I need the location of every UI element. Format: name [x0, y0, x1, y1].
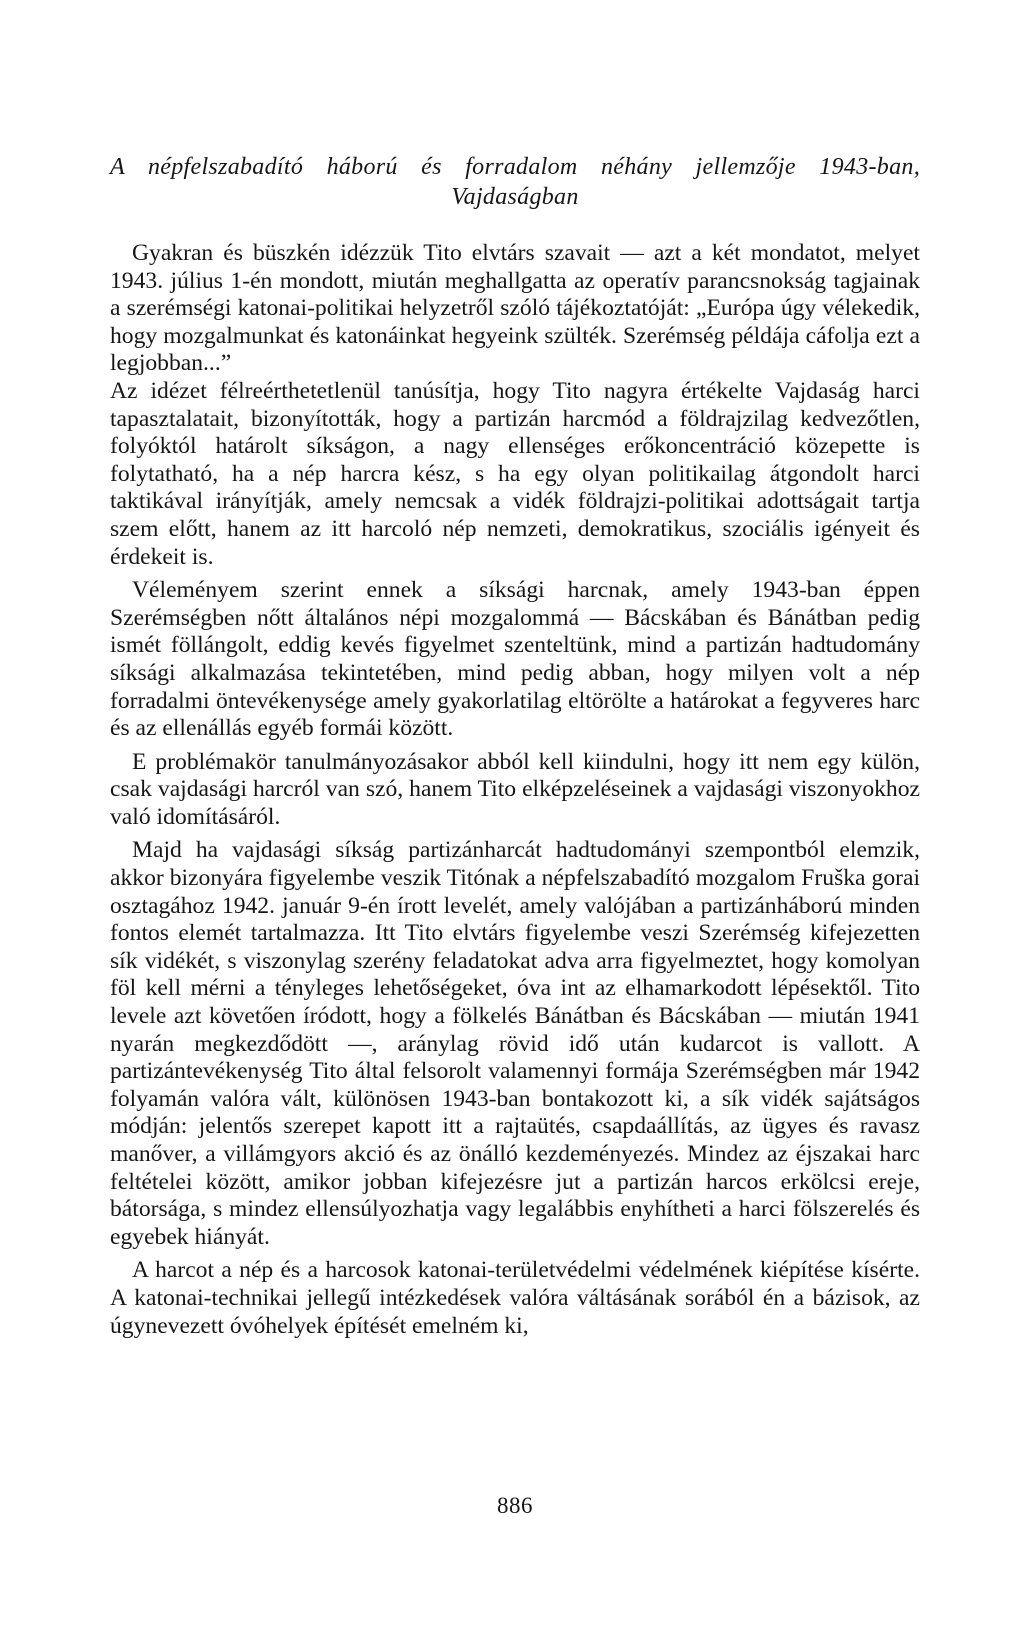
paragraph-5: Majd ha vajdasági síkság partizánharcát hadtudományi szempontból elemzik, akkor bizonyára figyelembe veszik Titónak a népfelszabadító mozgalom Fruška gorai osztagához 1942. január 9-én írott levelét, amely valójában a partizánháború minden fontos elemét tartalmazza. Itt Tito elvtárs figyelembe veszi Szerémség kifejezetten sík vidékét, s viszonylag szerény feladatokat adva arra figyelmeztet, hogy komolyan föl kell mérni a tényleges lehetőségeket, óva int az elhamarkodott lépésektől. Tito levele azt követően íródott, hogy a fölkelés Bánátban és Bácskában — miután 1941 nyarán megkezdődött —, aránylag rövid idő után kudarcot is vallott. A partizántevékenység Tito által felsorolt valamennyi formája Szerémségben már 1942 folyamán valóra vált, különösen 1943-ban bontakozott ki, a sík vidék sajátságos módján: jelentős szerepet kapott itt a rajtaütés, csapdaállítás, az ügyes és ravasz manőver, a villámgyors akció és az önálló kezdeményezés. Mindez az éjszakai harc feltételei között, amikor jobban kifejezésre jut a partizán harcos erkölcsi ereje, bátorsága, s mindez ellensúlyozhatja vagy legalábbis enyhítheti a harci fölszerelés és egyebek hiányát. — [110, 837, 920, 1250]
chapter-title-line-2: Vajdaságban — [451, 184, 579, 210]
body-text — [110, 240, 920, 1346]
paragraph-6: A harcot a nép és a harcosok katonai-területvédelmi védelmének kiépítése kísérte. A katonai-technikai jellegű intézkedések valóra váltásának sorából én a bázisok, az úgynevezett óvóhelyek építését emelném ki, — [110, 1257, 920, 1339]
page-number: 886 — [497, 1493, 533, 1518]
paragraph-1: Gyakran és büszkén idézzük Tito elvtárs szavait — azt a két mondatot, melyet 1943. július 1-én mondott, miután meghallgatta az operatív parancsnokság tagjainak a szerémségi katonai-politikai helyzetről szóló tájékoztatóját: „Európa úgy vélekedik, hogy mozgalmunkat és katonáinkat hegyeink szülték. Szerémség példája cáfolja ezt a legjobban...” — [110, 240, 920, 377]
paragraph-4: E problémakör tanulmányozásakor abból kell kiindulni, hogy itt nem egy külön, csak vajdasági harcról van szó, hanem Tito elképzeléseinek a vajdasági viszonyokhoz való idomításáról. — [110, 748, 920, 830]
document-page — [110, 0, 920, 1645]
chapter-title-line-1: A népfelszabadító háború és forradalom néhány jellemzője 1943-ban, — [110, 154, 920, 180]
chapter-title — [110, 152, 920, 212]
paragraph-2: Az idézet félreérthetetlenül tanúsítja, hogy Tito nagyra értékelte Vajdaság harci tapasztalatait, bizonyították, hogy a partizán harcmód a földrajzilag kedvezőtlen, folyóktól határolt síkságon, a nagy ellenséges erőkoncentráció közepette is folytatható, ha a nép harcra kész, s ha egy olyan politikailag átgondolt harci taktikával irányítják, amely nemcsak a vidék földrajzi-politikai adottságait tartja szem előtt, hanem az itt harcoló nép nemzeti, demokratikus, szociális igényeit és érdekeit is. — [110, 377, 920, 570]
paragraph-3: Véleményem szerint ennek a síksági harcnak, amely 1943-ban éppen Szerémségben nőtt általános népi mozgalommá — Bácskában és Bánátban pedig ismét föllángolt, eddig kevés figyelmet szenteltünk, mind a partizán hadtudomány síksági alkalmazása tekintetében, mind pedig abban, hogy milyen volt a nép forradalmi öntevékenysége amely gyakorlatilag eltörölte a határokat a fegyveres harc és az ellenállás egyéb formái között. — [110, 577, 920, 742]
